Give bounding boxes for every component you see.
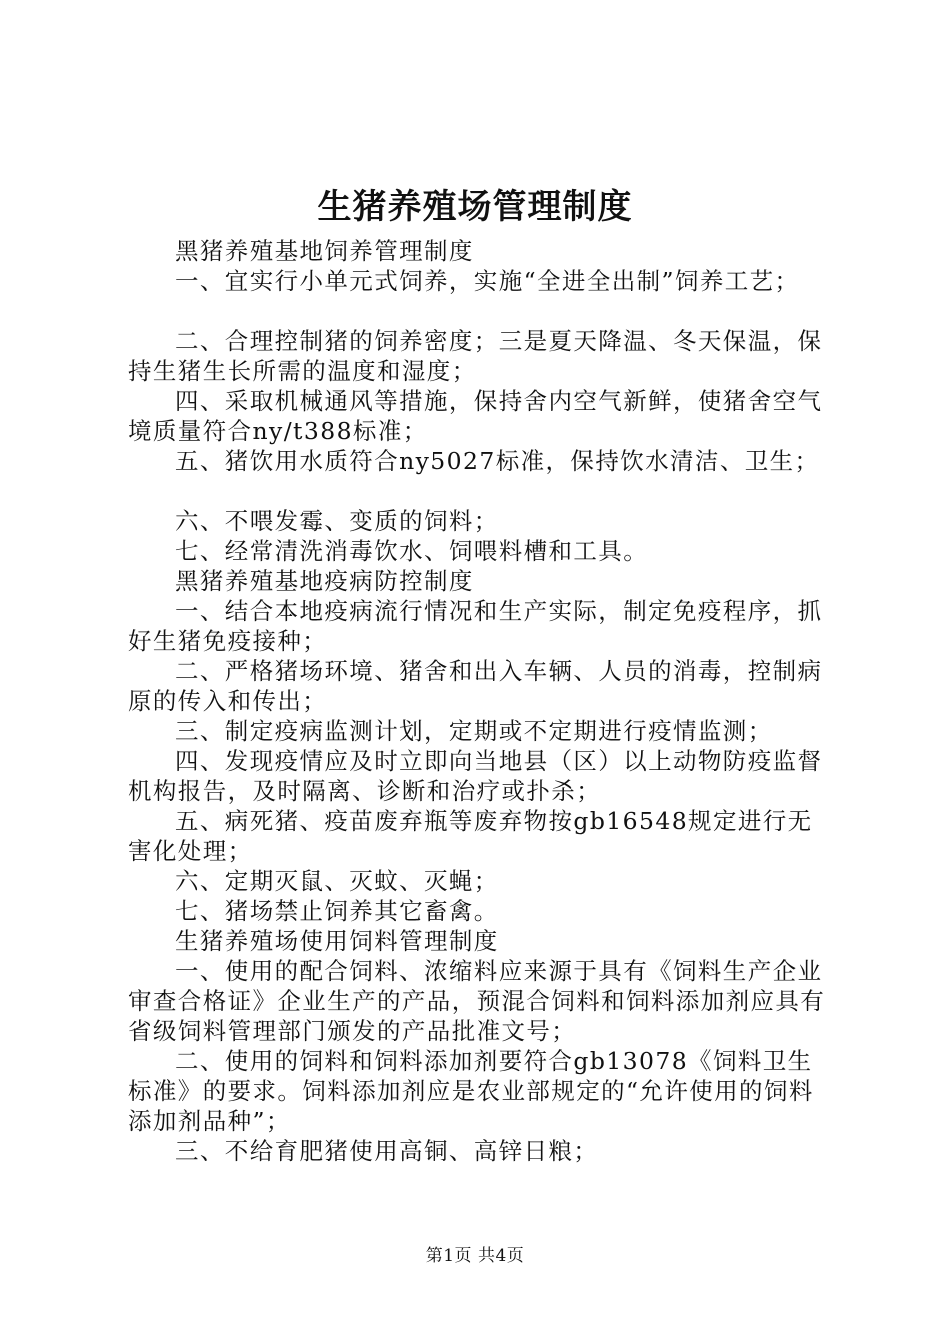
paragraph: 二、合理控制猪的饲养密度；三是夏天降温、冬天保温，保持生猪生长所需的温度和湿度；: [128, 327, 823, 385]
paragraph: 一、使用的配合饲料、浓缩料应来源于具有《饲料生产企业审查合格证》企业生产的产品，预混合饲料和饲料添加剂应具有省级饲料管理部门颁发的产品批准文号；: [128, 957, 826, 1045]
section-heading: 黑猪养殖基地疫病防控制度: [175, 567, 474, 595]
paragraph: 黑猪养殖基地饲养管理制度: [175, 237, 474, 265]
document-title: 生猪养殖场管理制度: [317, 187, 633, 227]
paragraph: 七、经常清洗消毒饮水、饲喂料槽和工具。: [175, 537, 649, 565]
paragraph: 四、采取机械通风等措施，保持舍内空气新鲜，使猪舍空气境质量符合ny/t388标准；: [128, 387, 823, 445]
blank-line: [128, 296, 833, 326]
blank-line: [128, 476, 833, 506]
document-body: [128, 236, 833, 1166]
paragraph: 三、制定疫病监测计划，定期或不定期进行疫情监测；: [175, 717, 773, 745]
paragraph: 五、病死猪、疫苗废弃瓶等废弃物按gb16548规定进行无害化处理；: [128, 807, 813, 865]
paragraph: 三、不给育肥猪使用高铜、高锌日粮；: [175, 1137, 599, 1165]
paragraph: 二、使用的饲料和饲料添加剂要符合gb13078《饲料卫生标准》的要求。饲料添加剂应是农业部规定的“允许使用的饲料添加剂品种”；: [128, 1047, 814, 1135]
paragraph: 七、猪场禁止饲养其它畜禽。: [175, 897, 499, 925]
paragraph: 六、不喂发霉、变质的饲料；: [175, 507, 499, 535]
paragraph: 一、结合本地疫病流行情况和生产实际，制定免疫程序，抓好生猪免疫接种；: [128, 597, 823, 655]
page-number: 第1页 共4页: [425, 1246, 525, 1266]
paragraph: 四、发现疫情应及时立即向当地县（区）以上动物防疫监督机构报告，及时隔离、诊断和治疗或扑杀；: [128, 747, 823, 805]
paragraph: 一、宜实行小单元式饲养，实施“全进全出制”饲养工艺；: [175, 267, 800, 295]
paragraph: 六、定期灭鼠、灭蚊、灭蝇；: [175, 867, 499, 895]
section-heading: 生猪养殖场使用饲料管理制度: [175, 927, 499, 955]
paragraph: 五、猪饮用水质符合ny5027标准，保持饮水清洁、卫生；: [175, 447, 820, 475]
paragraph: 二、严格猪场环境、猪舍和出入车辆、人员的消毒，控制病原的传入和传出；: [128, 657, 823, 715]
